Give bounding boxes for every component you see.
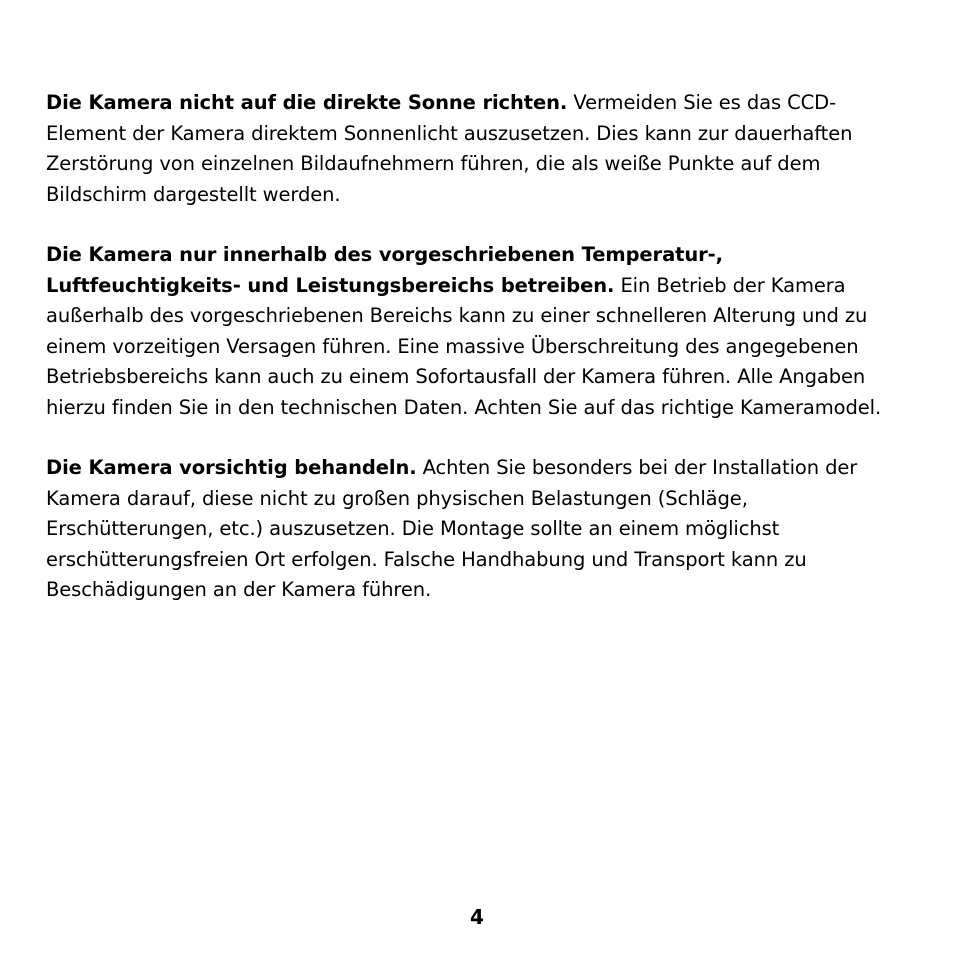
paragraph-lead: Die Kamera nur innerhalb des vorgeschriebenen Temperatur-, Luftfeuchtigkeits- und Leistungsbereichs betreiben. (46, 243, 723, 297)
paragraph-text: Vermeiden Sie es das CCD-Element der Kamera direktem Sonnenlicht auszusetzen. Dies kann zur dauerhaften Zerstörung von einzelnen Bildaufnehmern führen, die als weiße Punkte auf dem Bildschirm dargestellt werden. (46, 91, 853, 206)
paragraph-sun-warning (46, 88, 914, 210)
document-body (46, 88, 914, 636)
paragraph-careful-handling (46, 453, 914, 606)
paragraph-lead: Die Kamera vorsichtig behandeln. (46, 456, 417, 479)
paragraph-operating-range (46, 240, 914, 423)
paragraph-text: Ein Betrieb der Kamera außerhalb des vorgeschriebenen Bereichs kann zu einer schnelleren Alterung und zu einem vorzeitigen Versagen führen. Eine massive Überschreitung des angegebenen Betriebsbereichs kann auch zu einem Sofortausfall der Kamera führen. Alle Angaben hierzu finden Sie in den technischen Daten. Achten Sie auf das richtige Kameramodel. (46, 273, 882, 419)
page-number: 4 (470, 905, 484, 929)
paragraph-lead: Die Kamera nicht auf die direkte Sonne richten. (46, 91, 568, 114)
paragraph-text: Achten Sie besonders bei der Installation der Kamera darauf, diese nicht zu großen physischen Belastungen (Schläge, Erschütterungen, etc.) auszusetzen. Die Montage sollte an einem möglichst erschütterungsfreien Ort erfolgen. Falsche Handhabung und Transport kann zu Beschädigungen an der Kamera führen. (46, 456, 858, 601)
